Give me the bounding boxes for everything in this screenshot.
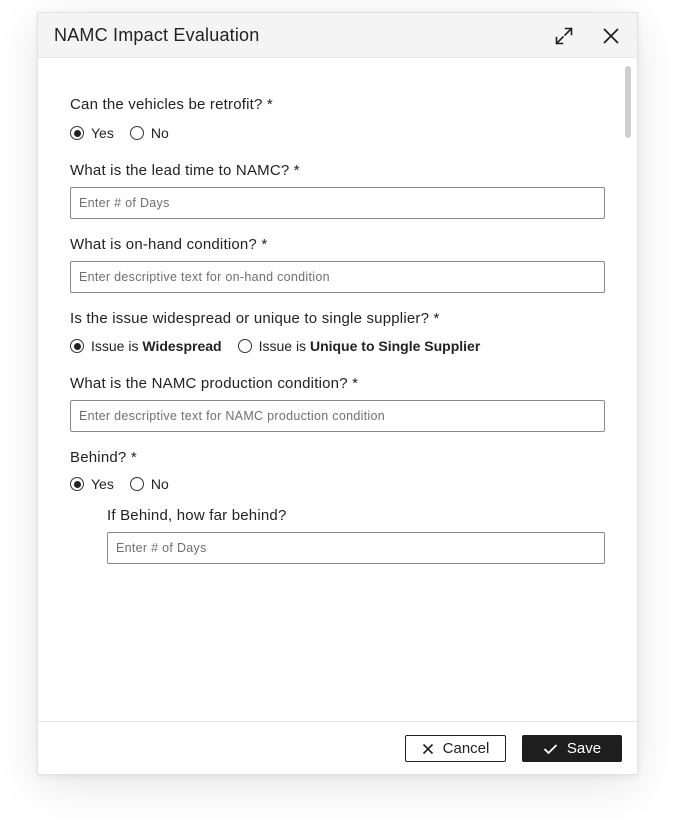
- on-hand-question-label: What is on-hand condition? *: [70, 236, 268, 253]
- close-icon: [602, 27, 620, 45]
- behind-question-label: Behind? *: [70, 449, 137, 466]
- retrofit-no-option[interactable]: [130, 125, 169, 141]
- behind-yes-label: Yes: [91, 476, 114, 492]
- radio-unselected-icon: [238, 339, 252, 353]
- namc-impact-evaluation-dialog: [37, 12, 638, 775]
- retrofit-no-label: No: [150, 125, 169, 141]
- dialog-title: NAMC Impact Evaluation: [54, 25, 260, 45]
- dialog-footer: [38, 721, 637, 775]
- cancel-button[interactable]: [405, 735, 506, 762]
- radio-selected-icon: [70, 339, 84, 353]
- retrofit-question-label: Can the vehicles be retrofit? *: [70, 96, 273, 113]
- radio-selected-icon: [70, 126, 84, 140]
- behind-yes-option[interactable]: [70, 476, 114, 492]
- radio-unselected-icon: [130, 477, 144, 491]
- save-label: Save: [566, 740, 602, 757]
- radio-selected-icon: [70, 477, 84, 491]
- production-question-label: What is the NAMC production condition? *: [70, 375, 359, 392]
- widespread-radio-group: [70, 338, 496, 354]
- cancel-label: Cancel: [442, 740, 490, 757]
- retrofit-yes-option[interactable]: [70, 125, 114, 141]
- widespread-question-label: Is the issue widespread or unique to single supplier? *: [70, 310, 440, 327]
- on-hand-condition-input[interactable]: [70, 261, 605, 293]
- save-button[interactable]: [522, 735, 622, 762]
- how-far-behind-input[interactable]: [107, 532, 605, 564]
- checkmark-icon: [543, 743, 558, 755]
- issue-unique-label: Issue is Unique to Single Supplier: [258, 338, 481, 354]
- radio-unselected-icon: [130, 126, 144, 140]
- behind-no-label: No: [150, 476, 169, 492]
- dialog-body: [38, 58, 637, 721]
- retrofit-radio-group: [70, 125, 185, 141]
- expand-button[interactable]: [552, 24, 576, 48]
- behind-no-option[interactable]: [130, 476, 169, 492]
- close-button[interactable]: [599, 24, 623, 48]
- behind-radio-group: [70, 476, 185, 492]
- production-condition-input[interactable]: [70, 400, 605, 432]
- issue-unique-option[interactable]: [238, 338, 481, 354]
- lead-time-question-label: What is the lead time to NAMC? *: [70, 162, 300, 179]
- x-icon: [422, 743, 434, 755]
- lead-time-input[interactable]: [70, 187, 605, 219]
- issue-widespread-option[interactable]: [70, 338, 222, 354]
- how-far-behind-label: If Behind, how far behind?: [107, 507, 287, 524]
- scrollbar-thumb[interactable]: [625, 66, 631, 138]
- dialog-header: [38, 13, 637, 58]
- issue-widespread-label: Issue is Widespread: [91, 338, 222, 354]
- expand-icon: [554, 26, 574, 46]
- retrofit-yes-label: Yes: [91, 125, 114, 141]
